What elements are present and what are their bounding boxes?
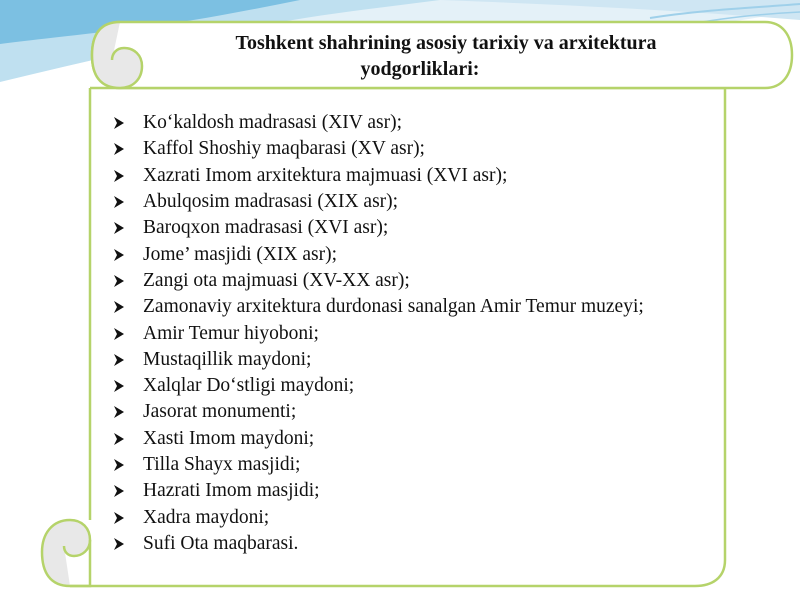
title-line-1: Toshkent shahrining asosiy tarixiy va arxitektura [235, 32, 657, 54]
arrow-bullet-icon [112, 116, 143, 130]
arrow-bullet-icon [112, 221, 143, 235]
page-title [150, 30, 710, 82]
arrow-bullet-icon [112, 142, 143, 156]
arrow-bullet-icon [112, 169, 143, 183]
list-item-text: Tilla Shayx masjidi; [143, 454, 301, 475]
list-item-text: Zamonaviy arxitektura durdonasi sanalgan Amir Temur muzeyi; [143, 296, 644, 318]
arrow-bullet-icon [112, 195, 143, 209]
list-item-text: Baroqxon madrasasi (XVI asr); [143, 217, 389, 239]
arrow-bullet-icon [112, 432, 143, 446]
arrow-bullet-icon [112, 274, 143, 288]
list-item-text: Mustaqillik maydoni; [143, 348, 312, 370]
list-item [112, 215, 644, 241]
list-item-text: Hazrati Imom masjidi; [143, 480, 320, 502]
list-item [112, 294, 644, 320]
title-line-2: yodgorliklari: [360, 58, 480, 80]
arrow-bullet-icon [112, 327, 143, 341]
arrow-bullet-icon [112, 300, 143, 314]
list-item-text: Zangi ota majmuasi (XV-XX asr); [143, 269, 410, 291]
arrow-bullet-icon [112, 248, 143, 262]
list-item [112, 241, 644, 267]
list-item-text: Kaffol Shoshiy maqbarasi (XV asr); [143, 138, 425, 160]
arrow-bullet-icon [112, 458, 143, 472]
list-item [112, 189, 644, 215]
list-item-text: Xalqlar Do‘stligi maydoni; [143, 375, 355, 397]
arrow-bullet-icon [112, 511, 143, 525]
list-item [112, 426, 644, 452]
list-item [112, 320, 644, 346]
list-item-text: Jome’ masjidi (XIX asr); [143, 243, 338, 265]
monuments-list [112, 110, 644, 557]
list-item-text: Sufi Ota maqbarasi. [143, 532, 299, 554]
list-item [112, 347, 644, 373]
arrow-bullet-icon [112, 405, 143, 419]
list-item [112, 163, 644, 189]
list-item [112, 373, 644, 399]
arrow-bullet-icon [112, 484, 143, 498]
list-item [112, 478, 644, 504]
list-item-text: Ko‘kaldosh madrasasi (XIV asr); [143, 112, 403, 134]
arrow-bullet-icon [112, 537, 143, 551]
list-item-text: Xadra maydoni; [143, 506, 270, 528]
list-item [112, 110, 644, 136]
list-item [112, 268, 644, 294]
list-item-text: Amir Temur hiyoboni; [143, 322, 319, 344]
arrow-bullet-icon [112, 353, 143, 367]
arrow-bullet-icon [112, 379, 143, 393]
list-item [112, 452, 644, 478]
list-item-text: Abulqosim madrasasi (XIX asr); [143, 191, 399, 213]
list-item [112, 399, 644, 425]
list-item-text: Jasorat monumenti; [143, 401, 297, 423]
list-item [112, 136, 644, 162]
list-item [112, 531, 644, 557]
list-item-text: Xasti Imom maydoni; [143, 427, 315, 449]
list-item [112, 504, 644, 530]
list-item-text: Xazrati Imom arxitektura majmuasi (XVI asr); [143, 164, 508, 186]
